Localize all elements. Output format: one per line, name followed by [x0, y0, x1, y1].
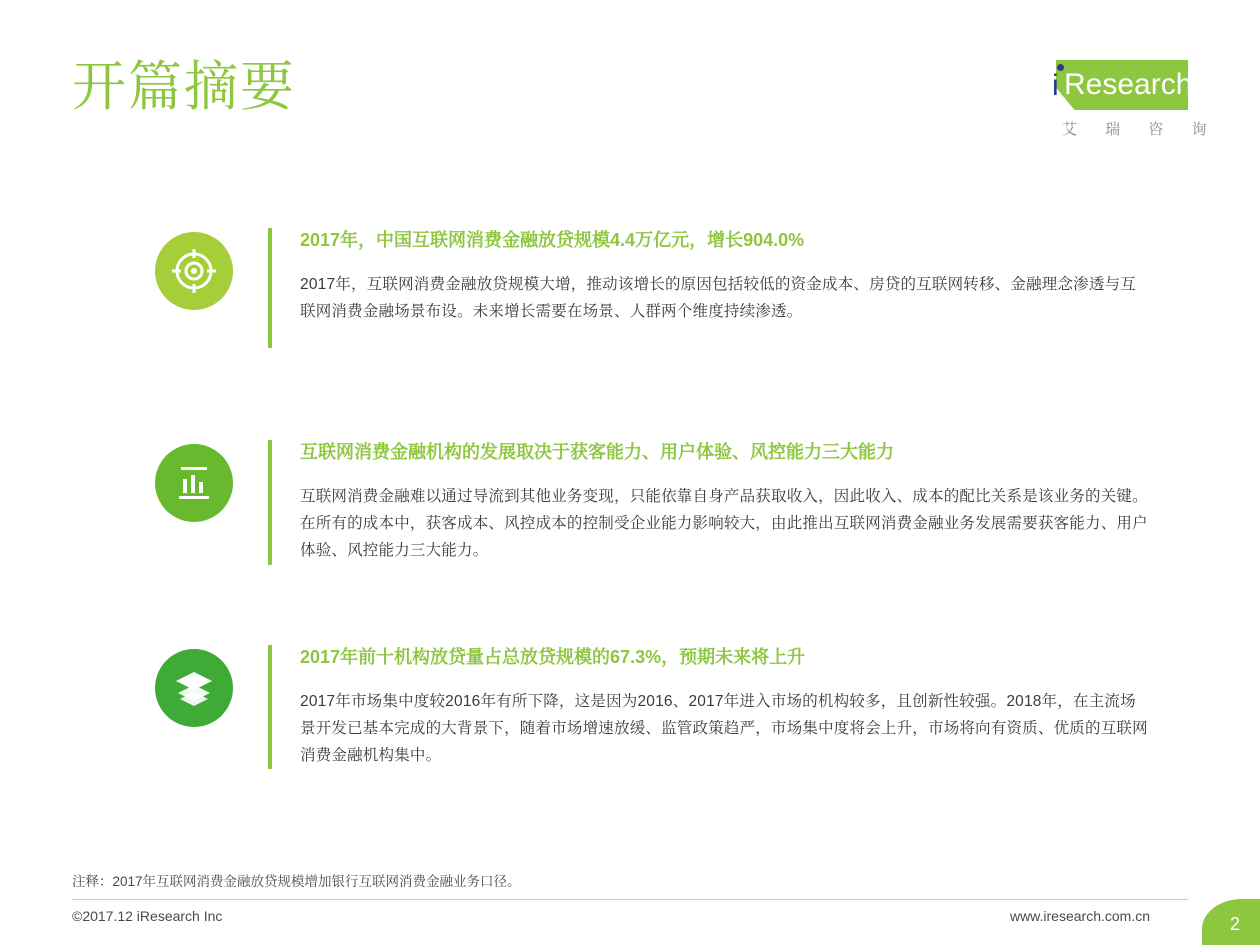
footer-divider: [72, 899, 1188, 900]
iresearch-logo: [1038, 60, 1219, 148]
target-icon: [155, 232, 233, 310]
logo-banner-shape: [1038, 60, 1193, 112]
list-item: [0, 228, 1260, 348]
logo-wordmark: Research: [1064, 68, 1193, 101]
bullet-body: [268, 228, 1148, 348]
bullet-body: [268, 440, 1148, 565]
bullet-icon-wrap: [152, 440, 236, 522]
bullet-text: 互联网消费金融难以通过导流到其他业务变现，只能依靠自身产品获取收入，因此收入、成本的配比关系是该业务的关键。在所有的成本中，获客成本、风控成本的控制受企业能力影响较大，由此推出互联网消费金融业务发展需要获客能力、用户体验、风控能力三大能力。: [300, 488, 1148, 560]
bullet-icon-wrap: [152, 228, 236, 310]
list-item: [0, 645, 1260, 770]
page-number: 2: [1229, 913, 1240, 934]
bullet-icon-wrap: [152, 645, 236, 727]
logo-letter-i: i: [1052, 69, 1059, 102]
summary-list: [0, 228, 1260, 769]
bullet-title: 2017年前十机构放贷量占总放贷规模的67.3%，预期未来将上升: [300, 646, 806, 667]
bar-chart-icon: [155, 444, 233, 522]
layers-icon: [155, 649, 233, 727]
copyright-text: ©2017.12 iResearch Inc: [72, 908, 223, 924]
list-item: [0, 440, 1260, 565]
bullet-text: 2017年市场集中度较2016年有所下降，这是因为2016、2017年进入市场的机构较多，且创新性较强。2018年，在主流场景开发已基本完成的大背景下，随着市场增速放缓、监管政策趋严，市场集中度将会上升，市场将向有资质、优质的互联网消费金融机构集中。: [300, 692, 1148, 764]
bullet-text: 2017年，互联网消费金融放贷规模大增，推动该增长的原因包括较低的资金成本、房贷的互联网转移、金融理念渗透与互联网消费金融场景布设。未来增长需要在场景、人群两个维度持续渗透。: [300, 276, 1136, 321]
logo-chinese-name: 艾 瑞 咨 询: [1062, 121, 1219, 138]
footer: [72, 905, 1240, 934]
page-badge: [1202, 899, 1260, 945]
website-link[interactable]: www.iresearch.com.cn: [1009, 908, 1150, 924]
bullet-title: 2017年，中国互联网消费金融放贷规模4.4万亿元，增长904.0%: [300, 230, 805, 250]
footnote: 注释：2017年互联网消费金融放贷规模增加银行互联网消费金融业务口径。: [72, 874, 521, 889]
bullet-body: [268, 645, 1148, 770]
bullet-title: 互联网消费金融机构的发展取决于获客能力、用户体验、风控能力三大能力: [300, 442, 894, 462]
page-title: 开篇摘要: [72, 57, 296, 117]
